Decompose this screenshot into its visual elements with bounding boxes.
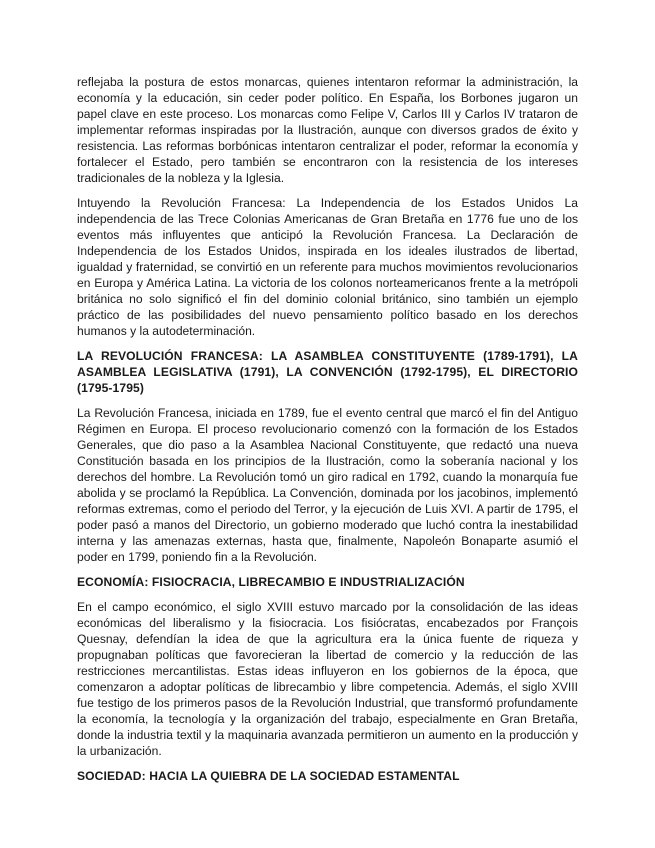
heading-society: SOCIEDAD: HACIA LA QUIEBRA DE LA SOCIEDAD ESTAMENTAL — [77, 769, 460, 783]
heading-french-revolution: LA REVOLUCIÓN FRANCESA: LA ASAMBLEA CONSTITUYENTE (1789-1791), LA ASAMBLEA LEGISLATIVA (1791), LA CONVENCIÓN (1792-1795), EL DIRECTORIO (1795-1795) — [77, 349, 578, 395]
document-page — [77, 74, 578, 793]
paragraph-french-revolution: La Revolución Francesa, iniciada en 1789, fue el evento central que marcó el fin del Antiguo Régimen en Europa. El proceso revolucionario comenzó con la formación de los Estados Generales, que dio paso a la Asamblea Nacional Constituyente, que redactó una nueva Constitución basada en los principios de la Ilustración, como la soberanía nacional y los derechos del hombre. La Revolución tomó un giro radical en 1792, cuando la monarquía fue abolida y se proclamó la República. La Convención, dominada por los jacobinos, implementó reformas extremas, como el periodo del Terror, y la ejecución de Luis XVI. A partir de 1795, el poder pasó a manos del Directorio, un gobierno moderado que luchó contra la inestabilidad interna y las amenazas externas, hasta que, finalmente, Napoleón Bonaparte asumió el poder en 1799, poniendo fin a la Revolución. — [77, 406, 578, 564]
paragraph-economy: En el campo económico, el siglo XVIII estuvo marcado por la consolidación de las ideas económicas del liberalismo y la fisiocracia. Los fisiócratas, encabezados por François Quesnay, defendían la idea de que la agricultura era la única fuente de riqueza y propugnaban políticas que favorecieran la libertad de comercio y la reducción de las restricciones mercantilistas. Estas ideas influyeron en los gobiernos de la época, que comenzaron a adoptar políticas de librecambio y libre competencia. Además, el siglo XVIII fue testigo de los primeros pasos de la Revolución Industrial, que transformó profundamente la economía, la tecnología y la organización del trabajo, especialmente en Gran Bretaña, donde la industria textil y la maquinaria avanzada permitieron un aumento en la producción y la urbanización. — [77, 600, 578, 758]
heading-economy: ECONOMÍA: FISIOCRACIA, LIBRECAMBIO E INDUSTRIALIZACIÓN — [77, 575, 465, 589]
paragraph-us-independence: Intuyendo la Revolución Francesa: La Independencia de los Estados Unidos La independencia de las Trece Colonias Americanas de Gran Bretaña en 1776 fue uno de los eventos más influyentes que anticipó la Revolución Francesa. La Declaración de Independencia de los Estados Unidos, inspirada en los ideales ilustrados de libertad, igualdad y fraternidad, se convirtió en un referente para muchos movimientos revolucionarios en Europa y América Latina. La victoria de los colonos norteamericanos frente a la metrópoli británica no solo significó el fin del dominio colonial británico, sino también un ejemplo práctico de las posibilidades del nuevo pensamiento político basado en los derechos humanos y la autodeterminación. — [77, 196, 578, 338]
paragraph-enlightened-despotism: reflejaba la postura de estos monarcas, quienes intentaron reformar la administración, la economía y la educación, sin ceder poder político. En España, los Borbones jugaron un papel clave en este proceso. Los monarcas como Felipe V, Carlos III y Carlos IV trataron de implementar reformas inspiradas por la Ilustración, aunque con diversos grados de éxito y resistencia. Las reformas borbónicas intentaron centralizar el poder, reformar la economía y fortalecer el Estado, pero también se encontraron con la resistencia de los intereses tradicionales de la nobleza y la Iglesia. — [77, 75, 578, 185]
